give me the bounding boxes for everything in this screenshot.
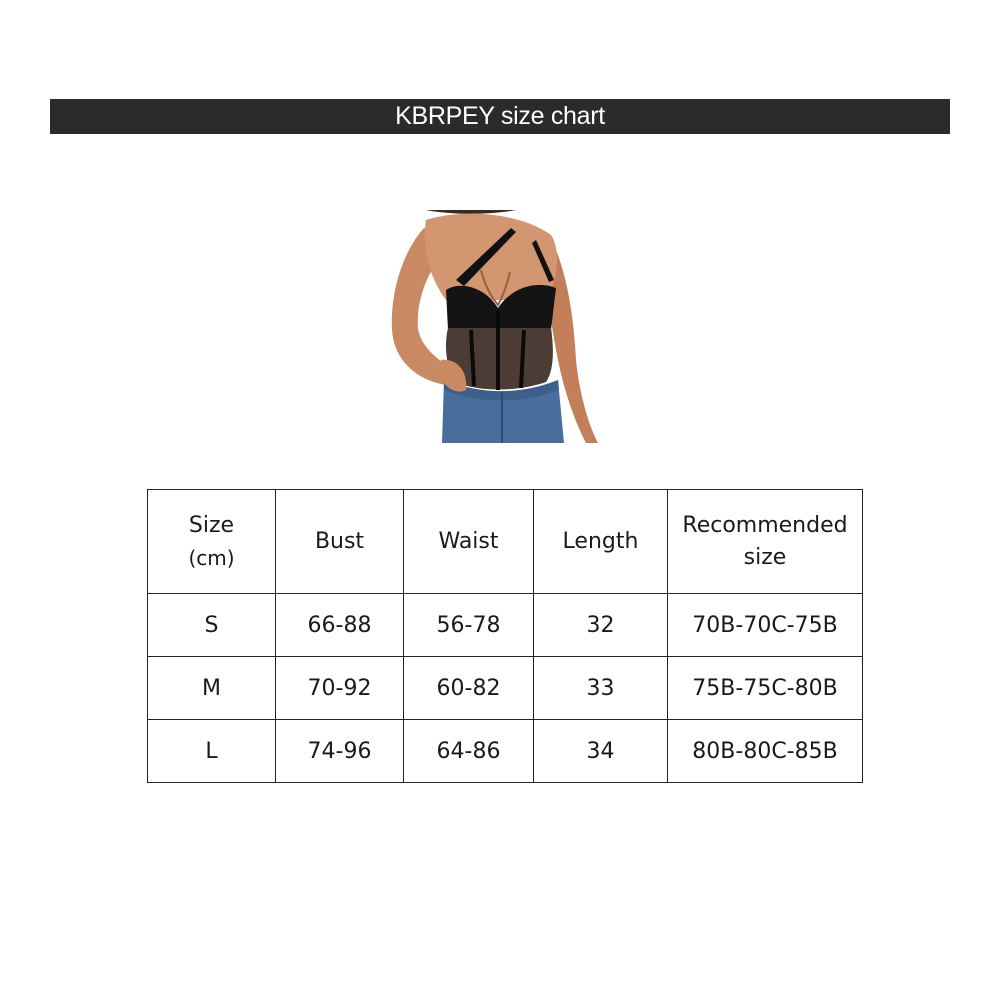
header-recommended-line2: size — [743, 544, 787, 570]
page-title: KBRPEY size chart — [395, 102, 605, 130]
cell-size: L — [148, 720, 276, 783]
header-bust: Bust — [276, 490, 404, 594]
cell-size: M — [148, 657, 276, 720]
cell-recommended: 75B-75C-80B — [668, 657, 863, 720]
cell-length: 32 — [534, 594, 668, 657]
cell-length: 33 — [534, 657, 668, 720]
header-recommended — [668, 490, 863, 594]
table-row — [148, 657, 863, 720]
cell-recommended: 70B-70C-75B — [668, 594, 863, 657]
cell-bust: 66-88 — [276, 594, 404, 657]
title-banner — [50, 99, 950, 134]
model-illustration — [386, 210, 602, 443]
header-length: Length — [534, 490, 668, 594]
cell-recommended: 80B-80C-85B — [668, 720, 863, 783]
product-photo — [386, 210, 602, 443]
cell-bust: 70-92 — [276, 657, 404, 720]
header-size-label: Size — [188, 512, 235, 538]
cell-waist: 64-86 — [404, 720, 534, 783]
cell-bust: 74-96 — [276, 720, 404, 783]
cell-waist: 60-82 — [404, 657, 534, 720]
cell-size: S — [148, 594, 276, 657]
header-waist: Waist — [404, 490, 534, 594]
table-row — [148, 720, 863, 783]
table-header-row — [148, 490, 863, 594]
header-size — [148, 490, 276, 594]
header-size-unit: (cm) — [188, 545, 235, 570]
header-recommended-line1: Recommended — [682, 512, 848, 538]
table-row — [148, 594, 863, 657]
size-chart-table — [147, 489, 863, 783]
cell-length: 34 — [534, 720, 668, 783]
cell-waist: 56-78 — [404, 594, 534, 657]
